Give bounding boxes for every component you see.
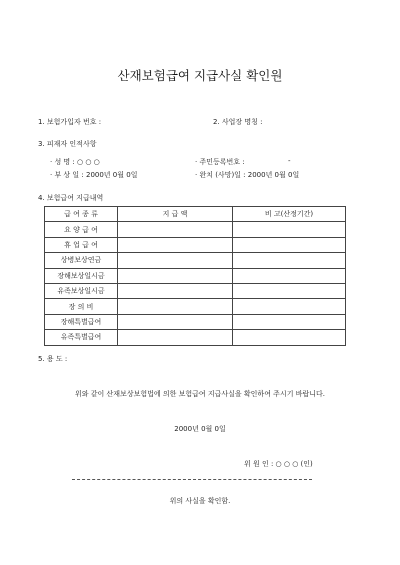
benefit-type-cell: 휴 업 급 여 [45, 237, 118, 252]
table-row [45, 330, 346, 345]
injury-date: · 부 상 일 : 2000년 0월 0일 [50, 171, 138, 179]
cure-date: · 완치 (사망)일 : 2000년 0월 0일 [195, 171, 300, 179]
benefit-type-cell: 장해특별급여 [45, 314, 118, 329]
document-title: 산재보험급여 지급사실 확인원 [117, 68, 283, 83]
table-row [45, 222, 346, 237]
benefit-type-cell: 요 양 급 여 [45, 222, 118, 237]
victim-info-header: 3. 피재자 인적사항 [38, 140, 97, 148]
benefit-type-cell: 유족보상일시금 [45, 283, 118, 298]
benefit-type-cell: 장해보상일시금 [45, 268, 118, 283]
remark-cell[interactable] [233, 283, 346, 298]
applicant-signature: 위 원 인 : ○ ○ ○ (인) [244, 460, 313, 468]
table-row [45, 268, 346, 283]
remark-cell[interactable] [233, 253, 346, 268]
amount-cell[interactable] [118, 330, 233, 345]
purpose-label: 5. 용 도 : [38, 355, 68, 363]
resident-number-label: · 주민등록번호 : [195, 158, 245, 166]
amount-cell[interactable] [118, 222, 233, 237]
amount-cell[interactable] [118, 237, 233, 252]
benefit-type-cell: 상병보상연금 [45, 253, 118, 268]
table-row [45, 237, 346, 252]
amount-cell[interactable] [118, 299, 233, 314]
column-header: 비 고(산정기간) [233, 207, 346, 222]
benefit-table [44, 206, 346, 346]
amount-cell[interactable] [118, 253, 233, 268]
remark-cell[interactable] [233, 268, 346, 283]
table-header-row [45, 207, 346, 222]
remark-cell[interactable] [233, 222, 346, 237]
table-row [45, 253, 346, 268]
request-statement: 위와 같이 산재보상보험법에 의한 보험급여 지급사실을 확인하여 주시기 바랍니다. [75, 390, 325, 398]
table-row [45, 314, 346, 329]
amount-cell[interactable] [118, 314, 233, 329]
divider-line [72, 479, 312, 480]
table-row [45, 299, 346, 314]
amount-cell[interactable] [118, 268, 233, 283]
amount-cell[interactable] [118, 283, 233, 298]
remark-cell[interactable] [233, 314, 346, 329]
benefit-header: 4. 보험급여 지급내역 [38, 194, 104, 202]
column-header: 급 여 종 류 [45, 207, 118, 222]
insured-number-label: 1. 보험가입자 번호 : [38, 118, 102, 126]
confirmation-text: 위의 사실을 확인함. [169, 497, 231, 505]
resident-number-dash: - [288, 157, 291, 165]
table-row [45, 283, 346, 298]
remark-cell[interactable] [233, 330, 346, 345]
document-date: 2000년 0월 0일 [174, 425, 226, 433]
remark-cell[interactable] [233, 299, 346, 314]
benefit-type-cell: 장 의 비 [45, 299, 118, 314]
column-header: 지 급 액 [118, 207, 233, 222]
workplace-name-label: 2. 사업장 명칭 : [213, 118, 263, 126]
victim-name: · 성 명 : ○ ○ ○ [50, 158, 100, 166]
benefit-type-cell: 유족특별급여 [45, 330, 118, 345]
remark-cell[interactable] [233, 237, 346, 252]
